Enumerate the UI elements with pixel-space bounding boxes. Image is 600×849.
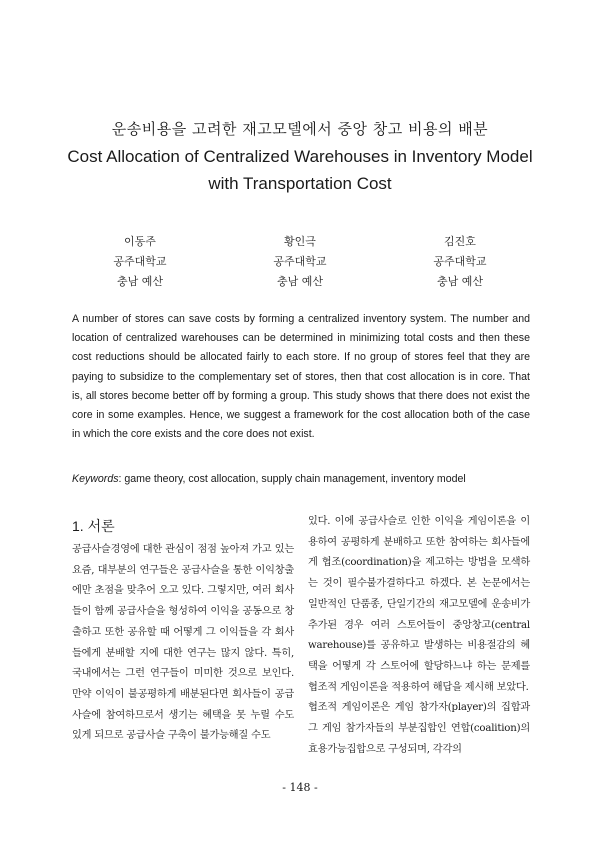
body-paragraph: 협조적 게임이론은 게임 참가자(player)의 집합과 그 게임 참가자들의 부분집합인 연합(coalition)의 효용가능집합으로 구성되며, 각각의 (308, 702, 530, 755)
author-block (80, 232, 200, 292)
author-location: 충남 예산 (436, 275, 483, 288)
abstract: A number of stores can save costs by forming a centralized inventory system. The number and location of centralized warehouses can be determined in minimizing total costs and then these cost reductions should be allocated fairly to each store. If no group of stores feel that they are paying to subsidize to the complementary set of stores, then that cost allocation is in core. That is, all stores become better off by forming a group. This study shows that there does not exist the core in some examples. Hence, we suggest a framework for the cost allocation both of the case in which the core exists and the core does not exist. (72, 313, 530, 441)
author-name: 황인극 (284, 235, 316, 248)
author-list (80, 232, 520, 292)
author-affiliation: 공주대학교 (273, 255, 327, 268)
page-number: - 148 - (282, 781, 318, 794)
author-location: 충남 예산 (276, 275, 323, 288)
author-location: 충남 예산 (116, 275, 163, 288)
author-block (240, 232, 360, 292)
title-korean: 운송비용을 고려한 재고모델에서 중앙 창고 비용의 배분 (111, 120, 489, 138)
author-name: 김진호 (444, 235, 476, 248)
body-paragraph: 공급사슬경영에 대한 관심이 점점 높아져 가고 있는 요즘, 대부분의 연구들은 공급사슬을 통한 이익창출에만 초점을 맞추어 오고 있다. 그렇지만, 여러 회사들이 함께 공급사슬을 형성하여 이익을 공동으로 창출하고 또한 공유할 때 어떻게 그 이익들을 각 회사들에게 분배할 지에 대한 연구는 많지 않다. 특히, 국내에서는 그런 연구들이 미미한 것으로 보인다. 만약 이익이 불공평하게 배분된다면 회사들이 공급사슬에 참여하므로서 생기는 혜택을 못 누릴 수도 있게 되므로 공급사슬 구축이 불가능해질 수도 (72, 544, 294, 742)
body-column-left (72, 540, 294, 747)
author-block (400, 232, 520, 292)
keywords-line (72, 473, 530, 485)
section-heading: 1. 서론 (72, 518, 115, 534)
keywords-text: : game theory, cost allocation, supply chain management, inventory model (118, 473, 466, 485)
body-paragraph: 있다. 이에 공급사슬로 인한 이익을 게임이론을 이용하여 공평하게 분배하고 또한 참여하는 회사들에게 협조(coordination)을 제고하는 방법을 모색하는 것이 필수불가결하다고 하겠다. 본 논문에서는 일반적인 단품종, 단일기간의 재고모델에 운송비가 추가된 경우 여러 스토어들이 중앙창고(central warehouse)를 공유하고 발생하는 비용절감의 혜택을 어떻게 각 스토어에 할당하느냐 하는 문제를 협조적 게임이론을 적용하여 해답을 제시해 보았다. (308, 516, 530, 693)
author-affiliation: 공주대학교 (433, 255, 487, 268)
title-english: Cost Allocation of Centralized Warehouses in Inventory Model with Transportation Cost (67, 147, 533, 193)
keywords-label: Keywords (72, 473, 119, 485)
body-column-right (308, 512, 530, 760)
author-name: 이동주 (124, 235, 156, 248)
author-affiliation: 공주대학교 (113, 255, 167, 268)
